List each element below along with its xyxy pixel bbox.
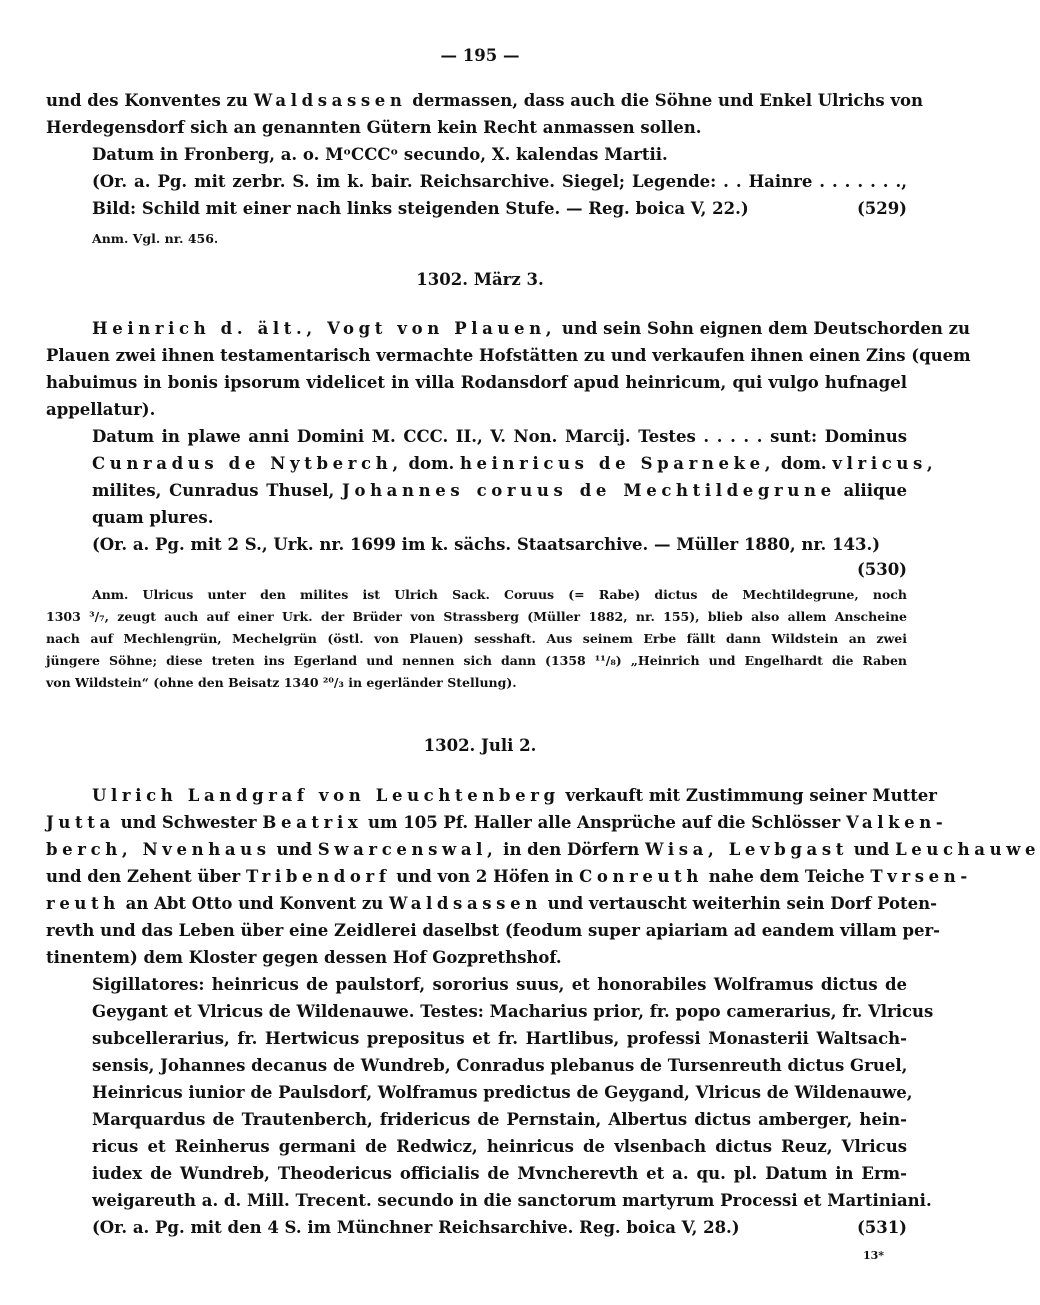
- e530-annotation-1: Anm. Ulricus unter den milites ist Ulrich Sack. Coruus (= Rabe) dictus de Mechtildegrune, noch: [92, 587, 907, 602]
- e531-line-4: und den Zehent über Tribendorf und von 2 Höfen in Conreuth nahe dem Teiche Tvrsen-: [46, 867, 972, 886]
- entry-number-531: (531): [856, 1218, 907, 1237]
- e531-line-17: (Or. a. Pg. mit den 4 S. im Münchner Reichsarchive. Reg. boica V, 28.) (531): [92, 1216, 907, 1240]
- e530-line-7: milites, Cunradus Thusel, Johannes coruus de Mechtildegrune aliique: [92, 481, 907, 500]
- e529-line-3: Datum in Fronberg, a. o. MᵒCCCᵒ secundo, X. kalendas Martii.: [92, 145, 668, 164]
- e530-annotation-4: jüngere Söhne; diese treten ins Egerland und nennen sich dann (1358 ¹¹/₈) „Heinrich und Engelhardt die Raben: [46, 653, 907, 668]
- e530-annotation-5: von Wildstein“ (ohne den Beisatz 1340 ²⁰/₃ in egerländer Stellung).: [46, 675, 517, 690]
- e531-line-11: sensis, Johannes decanus de Wundreb, Conradus plebanus de Tursenreuth dictus Gruel,: [92, 1056, 908, 1075]
- e530-line-3: habuimus in bonis ipsorum videlicet in villa Rodansdorf apud heinricum, qui vulgo hufnagel: [46, 373, 907, 392]
- e529-line-1: und des Konventes zu Waldsassen dermassen, dass auch die Söhne und Enkel Ulrichs von: [46, 91, 924, 110]
- e530-line-1: Heinrich d. ält., Vogt von Plauen, und sein Sohn eignen dem Deutschorden zu: [92, 319, 971, 338]
- e530-line-2: Plauen zwei ihnen testamentarisch vermachte Hofstätten zu und verkaufen ihnen einen Zins (quem: [46, 346, 971, 365]
- e531-line-3: berch, Nvenhaus und Swarcenswal, in den Dörfern Wisa, Levbgast und Leuchauwe: [46, 840, 1040, 859]
- e531-line-12: Heinricus iunior de Paulsdorf, Wolframus predictus de Geygand, Vlricus de Wildenauwe,: [92, 1083, 913, 1102]
- e531-line-8: Sigillatores: heinricus de paulstorf, sororius suus, et honorabiles Wolframus dictus de: [92, 975, 907, 994]
- e529-line-5: Bild: Schild mit einer nach links steigenden Stufe. — Reg. boica V, 22.) (529): [92, 197, 907, 221]
- e530-annotation-3: nach auf Mechlengrün, Mechelgrün (östl. von Plauen) sesshaft. Aus seinem Erbe fällt dann Wildstein an zwei: [46, 631, 907, 646]
- e530-line-6: Cunradus de Nytberch, dom. heinricus de Sparneke, dom. vlricus,: [92, 454, 938, 473]
- signature-mark: 13*: [862, 1249, 884, 1262]
- e530-annotation-2: 1303 ³/₇, zeugt auch auf einer Urk. der Brüder von Strassberg (Müller 1882, nr. 155), blieb also allem Anscheine: [46, 609, 907, 624]
- e531-line-14: ricus et Reinherus germani de Redwicz, heinricus de vlsenbach dictus Reuz, Vlricus: [92, 1137, 907, 1156]
- entry-number-530: (530): [856, 560, 907, 579]
- e531-heading: 1302. Juli 2.: [423, 736, 537, 755]
- e531-line-6: revth und das Leben über eine Zeidlerei daselbst (feodum super apiariam ad eandem villam per-: [46, 921, 941, 940]
- e531-line-9: Geygant et Vlricus de Wildenauwe. Testes: Macharius prior, fr. popo camerarius, fr. Vlricus: [92, 1002, 934, 1021]
- e531-line-1: Ulrich Landgraf von Leuchtenberg verkauft mit Zustimmung seiner Mutter: [92, 786, 938, 805]
- e530-line-8: quam plures.: [92, 508, 214, 527]
- e530-line-9: (Or. a. Pg. mit 2 S., Urk. nr. 1699 im k. sächs. Staatsarchive. — Müller 1880, nr. 143.): [92, 535, 881, 554]
- e531-line-5: reuth an Abt Otto und Konvent zu Waldsassen und vertauscht weiterhin sein Dorf Poten-: [46, 894, 938, 913]
- e530-line-4: appellatur).: [46, 400, 156, 419]
- e531-line-2: Jutta und Schwester Beatrix um 105 Pf. Haller alle Ansprüche auf die Schlösser Valken-: [46, 813, 948, 832]
- e531-line-7: tinentem) dem Kloster gegen dessen Hof Gozprethshof.: [46, 948, 562, 967]
- e531-line-16: weigareuth a. d. Mill. Trecent. secundo in die sanctorum martyrum Processi et Martiniani.: [92, 1191, 932, 1210]
- page-number: — 195 —: [440, 46, 520, 65]
- e531-line-13: Marquardus de Trautenberch, fridericus de Pernstain, Albertus dictus amberger, hein-: [92, 1110, 907, 1129]
- e529-line-2: Herdegensdorf sich an genannten Gütern kein Recht anmassen sollen.: [46, 118, 702, 137]
- e530-heading: 1302. März 3.: [416, 270, 544, 289]
- e531-line-15: iudex de Wundreb, Theodericus officialis de Mvncherevth et a. qu. pl. Datum in Erm-: [92, 1164, 907, 1183]
- e529-line-4: (Or. a. Pg. mit zerbr. S. im k. bair. Reichsarchive. Siegel; Legende: . . Hainre . . . . . . .,: [92, 172, 907, 191]
- e530-line-5: Datum in plawe anni Domini M. CCC. II., V. Non. Marcij. Testes . . . . . sunt: Dominus: [92, 427, 907, 446]
- e529-annotation: Anm. Vgl. nr. 456.: [92, 231, 219, 246]
- e531-line-10: subcellerarius, fr. Hertwicus prepositus et fr. Hartlibus, professi Monasterii Waltsach-: [92, 1029, 907, 1048]
- entry-number-529: (529): [856, 199, 907, 218]
